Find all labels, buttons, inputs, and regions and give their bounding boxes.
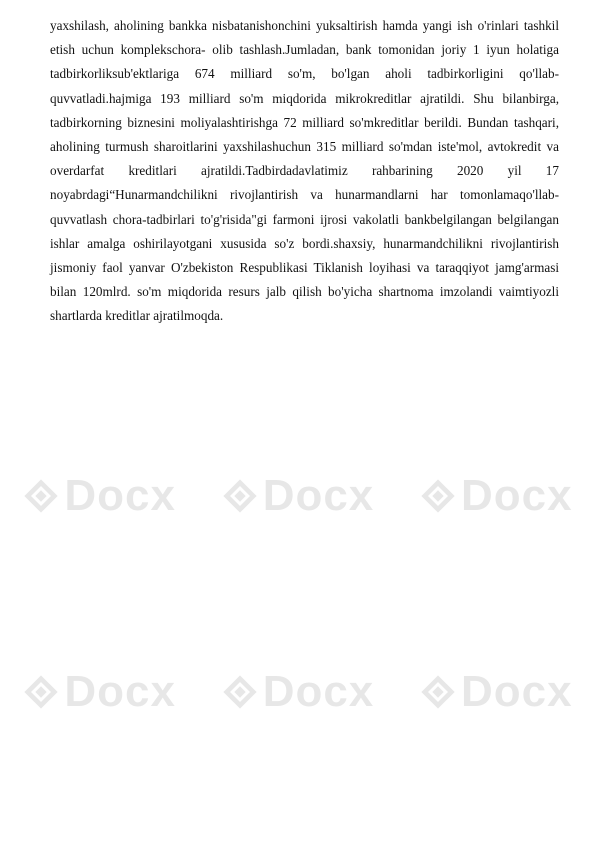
watermark-text: Docx bbox=[461, 667, 573, 716]
docx-logo-icon bbox=[221, 477, 259, 515]
docx-logo-icon bbox=[419, 673, 457, 711]
watermark bbox=[419, 471, 573, 521]
docx-logo-icon bbox=[22, 673, 60, 711]
watermark-text: Docx bbox=[64, 667, 176, 716]
watermark bbox=[221, 667, 375, 717]
docx-logo-icon bbox=[22, 477, 60, 515]
watermark bbox=[221, 471, 375, 521]
watermark-row bbox=[0, 466, 595, 526]
body-paragraph: yaxshilash, aholining bankka nisbatanishonchini yuksaltirish hamda yangi ish o'rinlari tashkil etish uchun komplekschora- olib tashlash.Jumladan, bank tomonidan joriy 1 iyun holatiga tadbirkorliksub'ektlariga 674 milliard so'm, bo'lgan aholi tadbirkorligini qo'llab-quvvatladi.hajmiga 193 milliard so'm miqdorida mikrokreditlar ajratildi. Shu bilanbirga, tadbirkorning biznesini moliyalashtirishga 72 milliard so'mkreditlar berildi. Bundan tashqari, aholining turmush sharoitlarini yaxshilashuchun 315 milliard so'mdan iste'mol, avtokredit va overdarfat kreditlari ajratildi.Tadbirdadavlatimiz rahbarining 2020 yil 17 noyabrdagi“Hunarmandchilikni rivojlantirish va hunarmandlarni har tomonlamaqo'llab-quvvatlash chora-tadbirlari to'g'risida"gi farmoni ijrosi vakolatli bankbelgilangan belgilangan ishlar amalga oshirilayotgani xususida so'z bordi.shaxsiy, hunarmandchilikni rivojlantirish jismoniy faol yanvar O'zbekiston Respublikasi Tiklanish loyihasi va taraqqiyot jamg'armasi bilan 120mlrd. so'm miqdorida resurs jalb qilish bo'yicha shartnoma imzolandi vaimtiyozli shartlarda kreditlar ajratilmoqda. bbox=[50, 18, 559, 324]
watermark-row bbox=[0, 662, 595, 722]
watermark bbox=[22, 471, 176, 521]
watermark-text: Docx bbox=[461, 471, 573, 520]
watermark bbox=[22, 667, 176, 717]
watermark-text: Docx bbox=[64, 471, 176, 520]
watermark-text: Docx bbox=[262, 471, 375, 520]
docx-logo-icon bbox=[419, 477, 457, 515]
docx-logo-icon bbox=[221, 673, 259, 711]
watermark bbox=[419, 667, 573, 717]
watermark-text: Docx bbox=[262, 667, 375, 716]
